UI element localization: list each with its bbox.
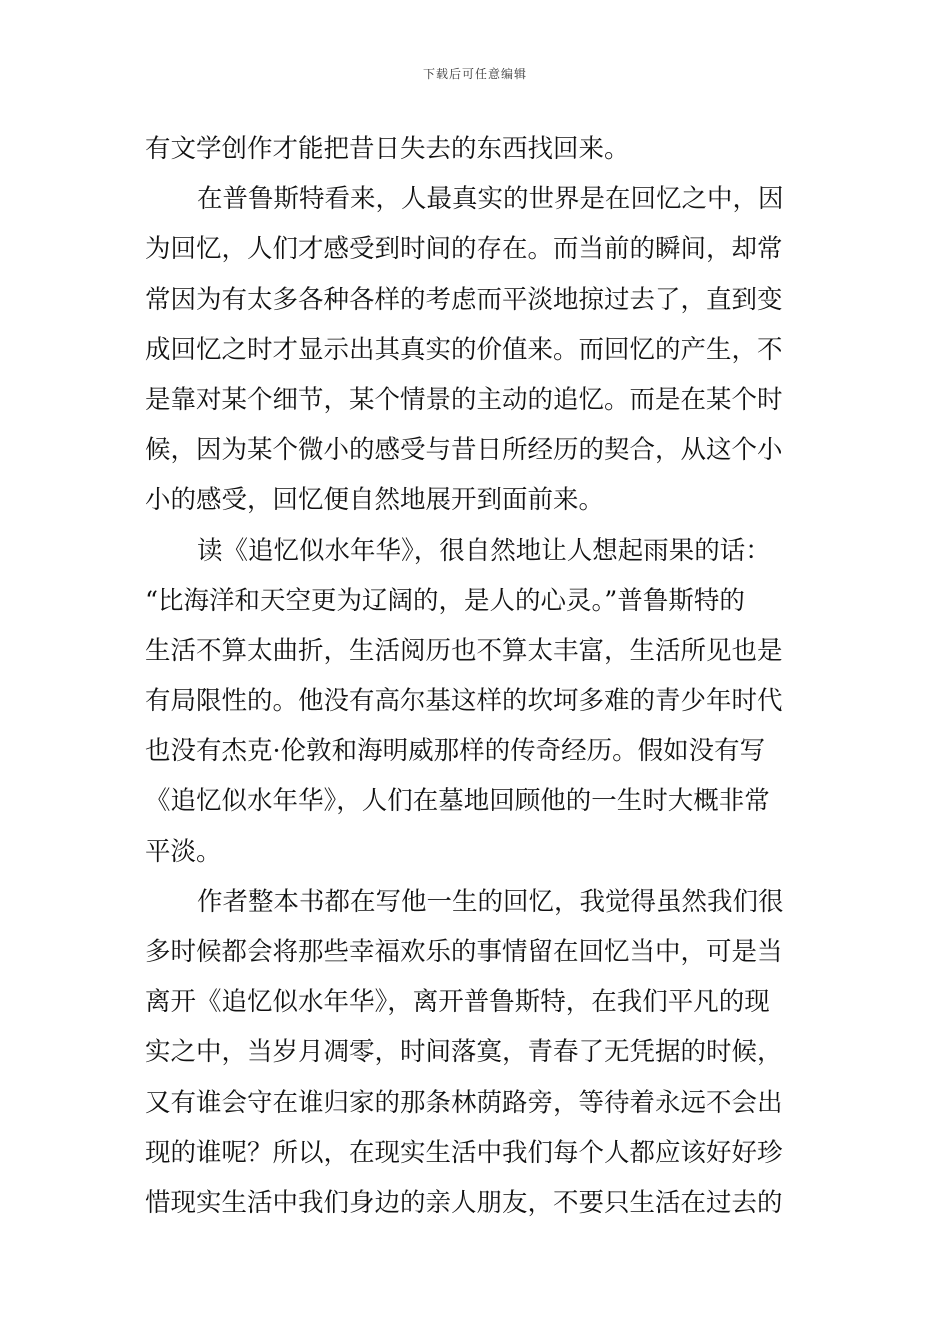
text-line: 又有谁会守在谁归家的那条林荫路旁，等待着永远不会出 <box>145 1087 783 1118</box>
text-line: 《追忆似水年华》，人们在墓地回顾他的一生时大概非常 <box>145 786 770 817</box>
text-line: 为回忆，人们才感受到时间的存在。而当前的瞬间，却常 <box>145 234 783 265</box>
text-line: 是靠对某个细节，某个情景的主动的追忆。而是在某个时 <box>145 384 783 415</box>
text-line: 作者整本书都在写他一生的回忆，我觉得虽然我们很 <box>197 886 784 917</box>
text-line: 平淡。 <box>145 836 222 867</box>
page-header: 下载后可任意编辑 <box>422 67 527 81</box>
text-line: 多时候都会将那些幸福欢乐的事情留在回忆当中，可是当 <box>145 937 783 967</box>
text-line: 现的谁呢？所以，在现实生活中我们每个人都应该好好珍 <box>145 1137 783 1168</box>
text-line: 读《追忆似水年华》，很自然地让人想起雨果的话： <box>197 535 771 566</box>
text-line: 常因为有太多各种各样的考虑而平淡地掠过去了，直到变 <box>145 284 783 315</box>
document-body <box>145 124 807 1228</box>
text-line: 实之中，当岁月凋零，时间落寞，青春了无凭据的时候， <box>145 1037 783 1068</box>
text-line: 小的感受，回忆便自然地展开到面前来。 <box>145 485 605 516</box>
text-line: 成回忆之时才显示出其真实的价值来。而回忆的产生，不 <box>145 334 783 365</box>
text-line: 候，因为某个微小的感受与昔日所经历的契合，从这个小 <box>145 435 783 466</box>
text-line: 惜现实生活中我们身边的亲人朋友，不要只生活在过去的 <box>145 1187 783 1218</box>
text-line: 有局限性的。他没有高尔基这样的坎坷多难的青少年时代 <box>145 686 783 717</box>
text-line: 有文学创作才能把昔日失去的东西找回来。 <box>145 134 630 164</box>
text-line: 离开《追忆似水年华》，离开普鲁斯特，在我们平凡的现 <box>145 987 770 1018</box>
text-line: 生活不算太曲折，生活阅历也不算太丰富，生活所见也是 <box>145 635 783 666</box>
text-line: 也没有杰克·伦敦和海明威那样的传奇经历。假如没有写 <box>145 736 766 767</box>
text-line: “比海洋和天空更为辽阔的，是人的心灵。”普鲁斯特的 <box>145 585 745 616</box>
text-line: 在普鲁斯特看来，人最真实的世界是在回忆之中，因 <box>197 184 784 215</box>
